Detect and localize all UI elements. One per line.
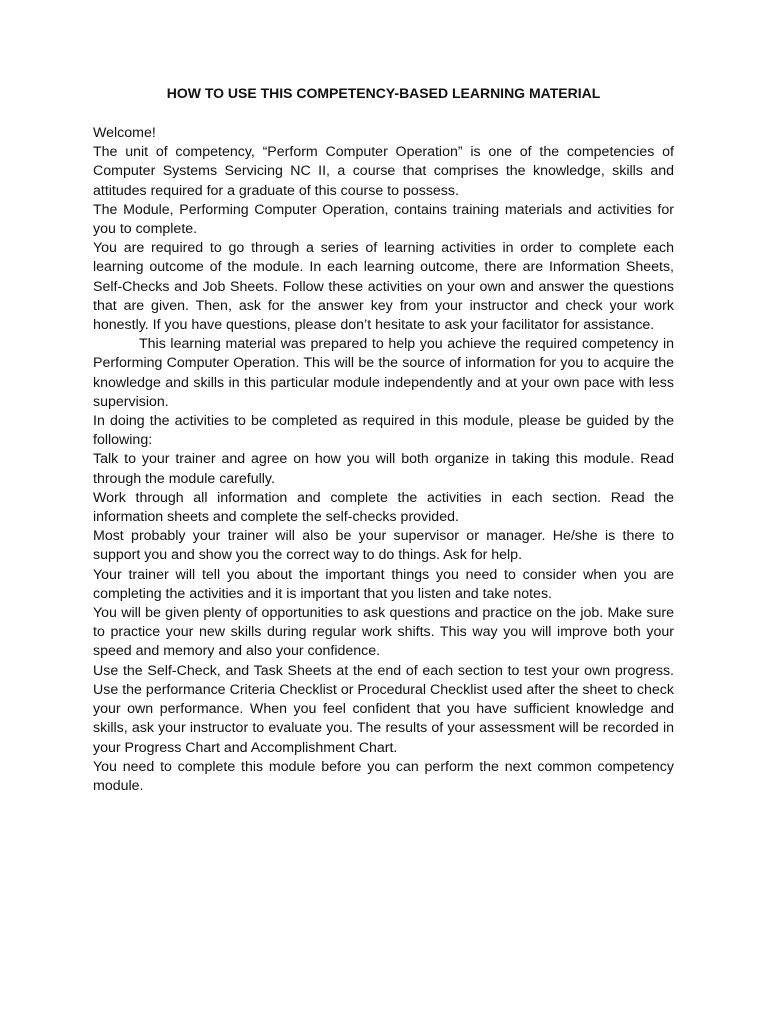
paragraph-talk-to-trainer: Talk to your trainer and agree on how you will both organize in taking this module. Read through the module carefully. (93, 451, 674, 487)
paragraph-complete-module: You need to complete this module before you can perform the next common competency module. (93, 758, 674, 794)
paragraph-work-through: Work through all information and complete the activities in each section. Read the information sheets and complete the self-checks provided. (93, 489, 674, 526)
paragraph-self-check: Use the Self-Check, and Task Sheets at the end of each section to test your own progress. Use the performance Criteria Checklist or Procedural Checklist used after the sheet to check your own performance. When you feel confident that you have sufficient knowledge and skills, ask your instructor to evaluate you. The results of your assessment will be recorded in your Progress Chart and Accomplishment Chart. (93, 662, 674, 756)
paragraph-trainer-supervisor: Most probably your trainer will also be your supervisor or manager. He/she is there to support you and show you the correct way to do things. Ask for help. (93, 528, 674, 564)
document-page (93, 84, 674, 796)
paragraph-listen-take-notes: Your trainer will tell you about the important things you need to consider when you are completing the activities and it is important that you listen and take notes. (93, 566, 674, 602)
paragraph-practice-on-job: You will be given plenty of opportunities to ask questions and practice on the job. Make sure to practice your new skills during regular work shifts. This way you will improve both your speed and memory and also your confidence. (93, 605, 674, 660)
paragraph-unit-of-competency: The unit of competency, “Perform Computer Operation” is one of the competencies of Computer Systems Servicing NC II, a course that comprises the knowledge, skills and attitudes required for a graduate of this course to possess. (93, 144, 674, 199)
greeting: Welcome! (93, 125, 156, 141)
paragraph-guidance-intro: In doing the activities to be completed as required in this module, please be guided by the following: (93, 413, 674, 449)
paragraph-module-contents: The Module, Performing Computer Operation, contains training materials and activities for you to complete. (93, 201, 674, 238)
paragraph-learning-activities: You are required to go through a series of learning activities in order to complete each learning outcome of the module. In each learning outcome, there are Information Sheets, Self-Checks and Job Sheets. Follow these activities on your own and answer the questions that are given. Then, ask for the answer key from your instructor and check your work honestly. If you have questions, please don’t hesitate to ask your facilitator for assistance. (93, 240, 674, 334)
document-title: HOW TO USE THIS COMPETENCY-BASED LEARNING MATERIAL (166, 85, 601, 101)
paragraph-material-purpose: This learning material was prepared to help you achieve the required competency in Performing Computer Operation. This will be the source of information for you to acquire the knowledge and skills in this particular module independently and at your own pace with less supervision. (93, 336, 674, 410)
